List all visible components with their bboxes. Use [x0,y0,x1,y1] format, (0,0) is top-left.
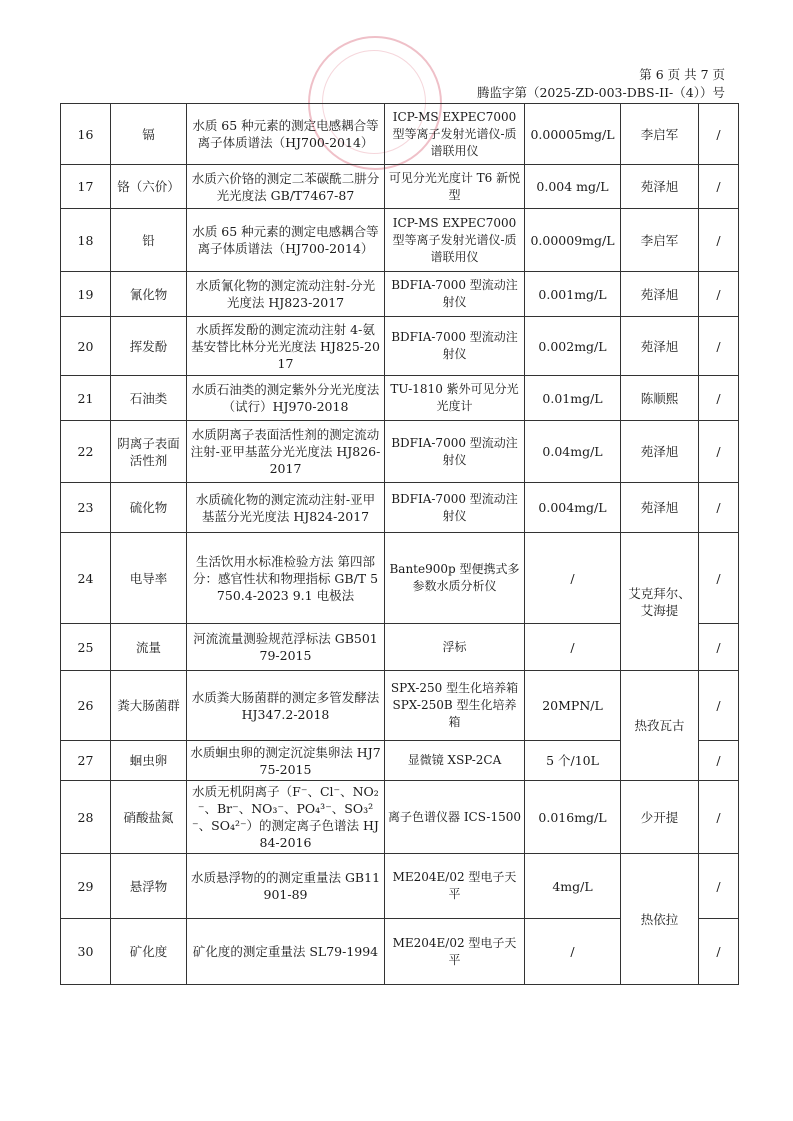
test-equipment: BDFIA-7000 型流动注射仪 [385,272,525,317]
table-row [61,671,739,741]
test-method: 水质粪大肠菌群的测定多管发酵法 HJ347.2-2018 [187,671,385,741]
detection-limit: 4mg/L [525,854,621,919]
test-method: 水质六价铬的测定二苯碳酰二肼分光光度法 GB/T7467-87 [187,165,385,209]
remark: / [699,854,739,919]
test-method: 水质石油类的测定紫外分光光度法（试行）HJ970-2018 [187,376,385,421]
analyst: 热孜瓦古 [621,671,699,781]
remark: / [699,421,739,483]
row-number: 26 [61,671,111,741]
test-equipment: BDFIA-7000 型流动注射仪 [385,421,525,483]
analyst: 苑泽旭 [621,483,699,533]
test-equipment: SPX-250 型生化培养箱 SPX-250B 型生化培养箱 [385,671,525,741]
analyst: 苑泽旭 [621,165,699,209]
remark: / [699,376,739,421]
analyst: 苑泽旭 [621,317,699,376]
row-number: 28 [61,781,111,854]
row-number: 23 [61,483,111,533]
test-equipment: ICP-MS EXPEC7000 型等离子发射光谱仪-质谱联用仪 [385,104,525,165]
analyst: 李启军 [621,104,699,165]
remark: / [699,533,739,624]
test-item: 粪大肠菌群 [111,671,187,741]
remark: / [699,317,739,376]
detection-limit: 0.04mg/L [525,421,621,483]
row-number: 22 [61,421,111,483]
detection-limit: / [525,919,621,985]
detection-limit: 0.001mg/L [525,272,621,317]
test-method: 矿化度的测定重量法 SL79-1994 [187,919,385,985]
test-item: 硫化物 [111,483,187,533]
test-item: 石油类 [111,376,187,421]
test-equipment: BDFIA-7000 型流动注射仪 [385,317,525,376]
table-row [61,104,739,165]
detection-limit: 0.00005mg/L [525,104,621,165]
test-item: 悬浮物 [111,854,187,919]
detection-limit: 0.004 mg/L [525,165,621,209]
detection-limit: / [525,624,621,671]
detection-limit: 5 个/10L [525,741,621,781]
test-item: 电导率 [111,533,187,624]
table-row [61,272,739,317]
analyst: 少开提 [621,781,699,854]
remark: / [699,165,739,209]
detection-limit: / [525,533,621,624]
test-item: 硝酸盐氮 [111,781,187,854]
remark: / [699,624,739,671]
test-equipment: ICP-MS EXPEC7000 型等离子发射光谱仪-质谱联用仪 [385,209,525,272]
analyst: 艾克拜尔、艾海提 [621,533,699,671]
test-equipment: 浮标 [385,624,525,671]
row-number: 27 [61,741,111,781]
test-equipment: ME204E/02 型电子天平 [385,854,525,919]
detection-limit: 0.004mg/L [525,483,621,533]
detection-limit: 0.01mg/L [525,376,621,421]
remark: / [699,741,739,781]
test-method: 水质 65 种元素的测定电感耦合等离子体质谱法（HJ700-2014） [187,209,385,272]
analyst: 李启军 [621,209,699,272]
test-equipment: Bante900p 型便携式多参数水质分析仪 [385,533,525,624]
remark: / [699,104,739,165]
test-method: 水质氰化物的测定流动注射-分光光度法 HJ823-2017 [187,272,385,317]
test-equipment: 离子色谱仪器 ICS-1500 [385,781,525,854]
remark: / [699,671,739,741]
table-row [61,317,739,376]
analyst: 苑泽旭 [621,272,699,317]
test-equipment: BDFIA-7000 型流动注射仪 [385,483,525,533]
row-number: 24 [61,533,111,624]
detection-limit: 0.00009mg/L [525,209,621,272]
detection-limit: 0.002mg/L [525,317,621,376]
remark: / [699,483,739,533]
row-number: 17 [61,165,111,209]
test-method: 生活饮用水标准检验方法 第四部分：感官性状和物理指标 GB/T 5750.4-2023 9.1 电极法 [187,533,385,624]
table-row [61,165,739,209]
detection-limit: 0.016mg/L [525,781,621,854]
table-row [61,781,739,854]
remark: / [699,209,739,272]
test-method: 水质挥发酚的测定流动注射 4-氨基安替比林分光光度法 HJ825-2017 [187,317,385,376]
test-item: 氰化物 [111,272,187,317]
test-equipment: TU-1810 紫外可见分光光度计 [385,376,525,421]
analyst: 苑泽旭 [621,421,699,483]
page-number-info: 第 6 页 共 7 页 [639,67,725,82]
test-item: 挥发酚 [111,317,187,376]
table-row [61,533,739,624]
detection-limit: 20MPN/L [525,671,621,741]
analyst: 热依拉 [621,854,699,985]
remark: / [699,272,739,317]
test-method: 水质无机阴离子（F⁻、Cl⁻、NO₂⁻、Br⁻、NO₃⁻、PO₄³⁻、SO₃²⁻、SO₄²⁻）的测定离子色谱法 HJ84-2016 [187,781,385,854]
remark: / [699,781,739,854]
row-number: 20 [61,317,111,376]
test-item: 流量 [111,624,187,671]
remark: / [699,919,739,985]
report-number: 腾监字第（2025-ZD-003-DBS-II-（4））号 [476,85,725,100]
test-method: 水质 65 种元素的测定电感耦合等离子体质谱法（HJ700-2014） [187,104,385,165]
test-item: 铬（六价） [111,165,187,209]
test-equipment: 显微镜 XSP-2CA [385,741,525,781]
row-number: 25 [61,624,111,671]
row-number: 19 [61,272,111,317]
analyst: 陈顺熙 [621,376,699,421]
test-equipment: 可见分光光度计 T6 新悦型 [385,165,525,209]
test-equipment: ME204E/02 型电子天平 [385,919,525,985]
test-method: 水质阴离子表面活性剂的测定流动注射-亚甲基蓝分光光度法 HJ826-2017 [187,421,385,483]
row-number: 29 [61,854,111,919]
page-header [477,66,725,102]
test-item: 矿化度 [111,919,187,985]
test-item: 蛔虫卵 [111,741,187,781]
table-row [61,854,739,919]
test-item: 阴离子表面活性剂 [111,421,187,483]
test-method-table [60,103,739,985]
row-number: 21 [61,376,111,421]
table-row [61,209,739,272]
test-method: 水质蛔虫卵的测定沉淀集卵法 HJ775-2015 [187,741,385,781]
row-number: 16 [61,104,111,165]
table-row [61,421,739,483]
test-method: 水质悬浮物的的测定重量法 GB11901-89 [187,854,385,919]
test-method: 水质硫化物的测定流动注射-亚甲基蓝分光光度法 HJ824-2017 [187,483,385,533]
table-row [61,483,739,533]
test-item: 铅 [111,209,187,272]
row-number: 18 [61,209,111,272]
row-number: 30 [61,919,111,985]
test-method: 河流流量测验规范浮标法 GB50179-2015 [187,624,385,671]
table-row [61,376,739,421]
test-item: 镉 [111,104,187,165]
